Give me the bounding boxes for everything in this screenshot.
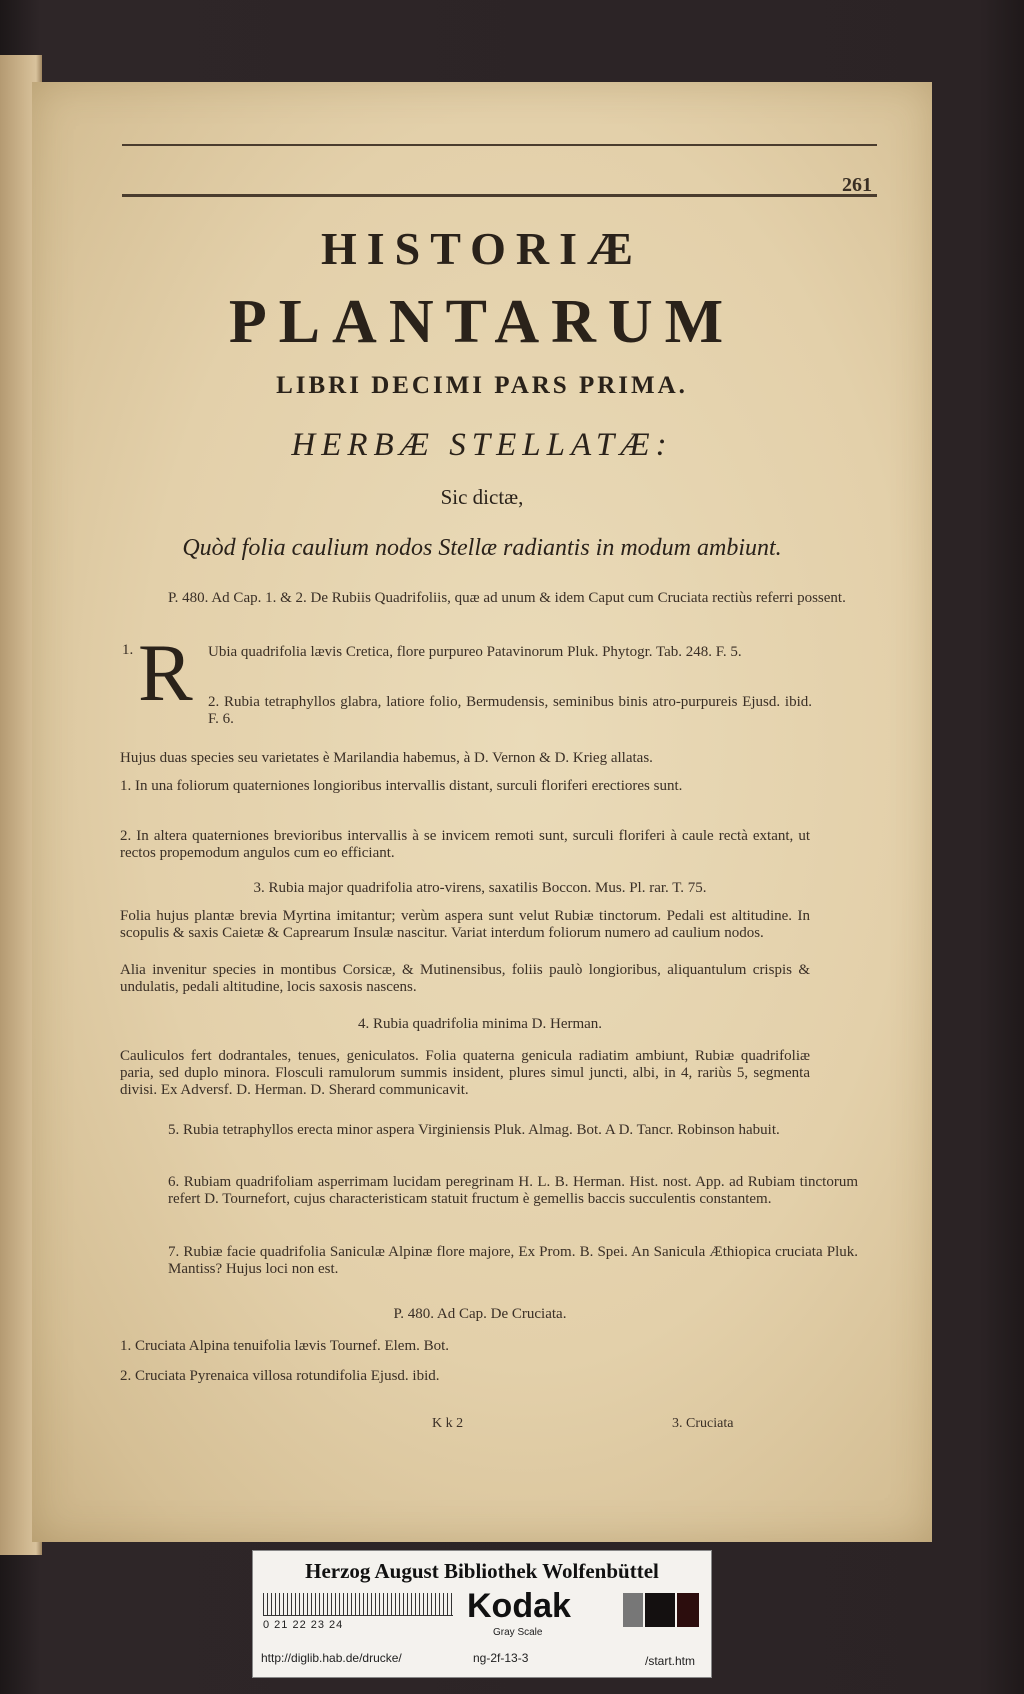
title-sic-dictae: Sic dictæ, — [440, 485, 524, 509]
entry-1-number: 1. — [122, 642, 134, 658]
para-hujus: Hujus duas species seu varietates è Marilandia habemus, à D. Vernon & D. Krieg allatas. — [120, 750, 653, 766]
book-page — [32, 82, 932, 1542]
cruciata-2: 2. Cruciata Pyrenaica villosa rotundifolia Ejusd. ibid. — [120, 1368, 440, 1384]
signature: K k 2 — [432, 1416, 464, 1431]
entry-1: Ubia quadrifolia lævis Cretica, flore purpureo Patavinorum Pluk. Phytogr. Tab. 248. F. 5. — [208, 644, 742, 660]
entry-5: 5. Rubia tetraphyllos erecta minor aspera Virginiensis Pluk. Almag. Bot. A D. Tancr. Robinson habuit. — [168, 1122, 780, 1138]
title-plantarum: PLANTARUM — [228, 288, 736, 356]
footer-start: /start.htm — [645, 1654, 696, 1668]
footer-url: http://diglib.hab.de/drucke/ — [261, 1651, 402, 1665]
black-patch — [645, 1593, 675, 1627]
entry-2: 2. Rubia tetraphyllos glabra, latiore folio, Bermudensis, seminibus binis atro-purpureis Ejusd. ibid. F. 6. — [208, 694, 812, 727]
catchword: 3. Cruciata — [672, 1416, 734, 1431]
heading-cruciata: P. 480. Ad Cap. De Cruciata. — [393, 1306, 567, 1322]
drop-cap: R — [138, 627, 193, 718]
grayscale-label: Gray Scale — [493, 1627, 543, 1638]
intro-paragraph: P. 480. Ad Cap. 1. & 2. De Rubiis Quadrifoliis, quæ ad unum & idem Caput cum Cruciata rectiùs referri possent. — [168, 590, 846, 606]
para-cauliculos: Cauliculos fert dodrantales, tenues, geniculatos. Folia quaterna genicula radiatim ambiunt, Rubiæ quadrifoliæ paria, sed duplo minora. Flosculi ramulorum summis insident, plures simul juncti, albi, in 4, rariùs 5, segmenta divisi. Ex Adversf. D. Herman. D. Sherard communicavit. — [120, 1048, 810, 1098]
title-historiae: HISTORIÆ — [320, 223, 644, 274]
kodak-logo: Kodak — [467, 1587, 571, 1625]
entry-4: 4. Rubia quadrifolia minima D. Herman. — [357, 1016, 603, 1032]
entry-7: 7. Rubiæ facie quadrifolia Saniculæ Alpinæ flore majore, Ex Prom. B. Spei. An Sanicula Æthiopica cruciata Pluk. Mantiss? Hujus loci non est. — [168, 1244, 858, 1277]
ruler-ticks: 0 21 22 23 24 — [263, 1619, 344, 1631]
para-alia: Alia invenitur species in montibus Corsicæ, & Mutinensibus, foliis paulò longioribus, aliquantulum crispis & undulatis, pedali altitudine, locis saxosis nascens. — [120, 962, 810, 995]
page-number: 261 — [842, 174, 872, 196]
entry-6: 6. Rubiam quadrifoliam asperrimam lucidam peregrinam H. L. B. Herman. Hist. nost. App. ad Rubiam tinctorum refert D. Tournefort, cujus characteristicam statuit fructum è gemellis baccis succulentis constantem. — [168, 1174, 858, 1207]
top-rule — [122, 144, 877, 146]
gray-patch — [623, 1593, 643, 1627]
item-1: 1. In una foliorum quaterniones longioribus intervallis distant, surculi floriferi erectiores sunt. — [120, 778, 683, 794]
ruler-scale — [263, 1593, 453, 1616]
library-colorbar — [252, 1550, 712, 1678]
header-rule — [122, 194, 877, 197]
dark-red-patch — [677, 1593, 699, 1627]
title-quod-folia: Quòd folia caulium nodos Stellæ radiantis in modum ambiunt. — [182, 535, 782, 561]
item-2: 2. In altera quaterniones brevioribus intervallis à se invicem remoti sunt, surculi floriferi à caule rectà extant, ut rectos propemodum angulos cum eo efficiant. — [120, 828, 810, 861]
title-herbae-stellatae: HERBÆ STELLATÆ: — [291, 427, 673, 463]
title-libri: LIBRI DECIMI PARS PRIMA. — [276, 372, 688, 399]
footer-id: ng-2f-13-3 — [473, 1651, 529, 1665]
cruciata-1: 1. Cruciata Alpina tenuifolia lævis Tournef. Elem. Bot. — [120, 1338, 450, 1354]
para-folia: Folia hujus plantæ brevia Myrtina imitantur; verùm aspera sunt velut Rubiæ tinctorum. Pedali est altitudine. In scopulis & saxis Caietæ & Caprearum Insulæ nascitur. Variat interdum foliorum numero ad caulium nodos. — [120, 908, 810, 941]
library-name: Herzog August Bibliothek Wolfenbüttel — [305, 1559, 659, 1583]
entry-3: 3. Rubia major quadrifolia atro-virens, saxatilis Boccon. Mus. Pl. rar. T. 75. — [253, 880, 707, 896]
